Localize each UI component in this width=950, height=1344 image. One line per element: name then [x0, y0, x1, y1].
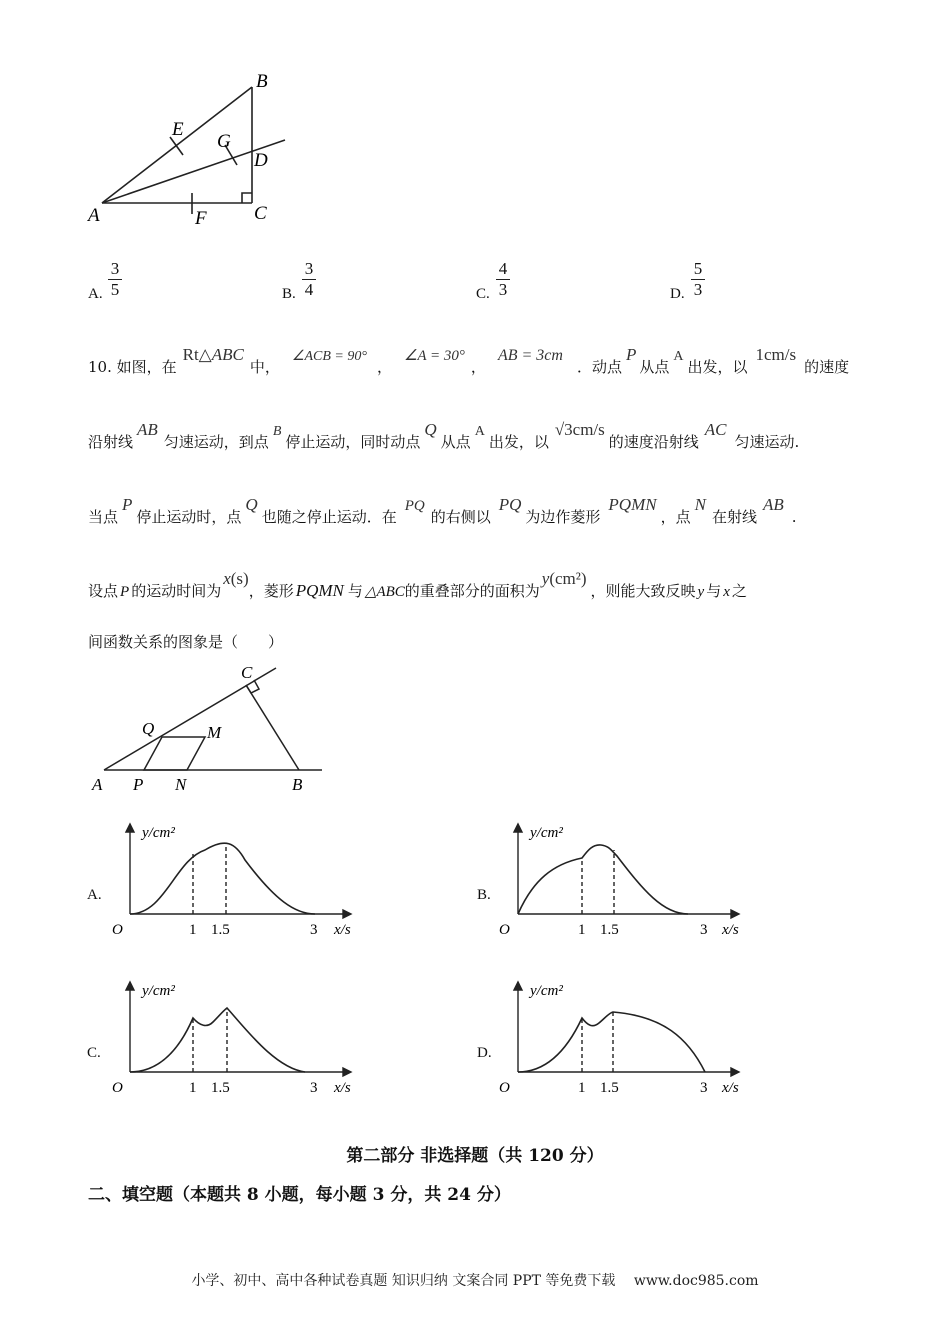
q10-option-a[interactable] [85, 820, 365, 945]
option-letter: D. [670, 286, 685, 302]
label-P: P [133, 775, 144, 794]
label-E: E [172, 119, 184, 140]
label-A: A [92, 775, 103, 794]
option-letter: B. [282, 286, 296, 302]
q10-option-d[interactable] [475, 978, 755, 1103]
option-letter: C. [476, 286, 490, 302]
label-C: C [241, 663, 253, 682]
q10-option-b[interactable] [475, 820, 755, 945]
fraction: 3 4 [300, 259, 318, 300]
tick-label: 1.5 [211, 922, 230, 938]
section2-title: 二、填空题（本题共 8 小题，每小题 3 分，共 24 分） [88, 1185, 511, 1205]
q10-line-4: 设点 P 的运动时间为x(s)，菱形 PQMN 与 △ABC的重叠部分的面积为y(cm²)，则能大致反映 y 与 x 之 [88, 569, 747, 600]
option-letter: A. [88, 286, 103, 302]
tick-label: 3 [700, 922, 708, 938]
x-axis-label: x/s [722, 1080, 739, 1096]
label-Q: Q [142, 719, 155, 738]
tick-label: 1 [189, 1080, 197, 1096]
label-B: B [256, 71, 268, 92]
q10-line-1: 10. 如图，在Rt△ABC中，∠ACB = 90°，∠A = 30°，AB = 3cm．动点P从点A出发，以1cm/s的速度 [88, 345, 850, 376]
label-F: F [195, 208, 207, 229]
fraction: 4 3 [494, 259, 512, 300]
graph-a [105, 820, 365, 945]
origin-label: O [499, 1080, 510, 1096]
label-M: M [207, 723, 222, 742]
x-axis-label: x/s [722, 922, 739, 938]
tick-label: 1 [189, 922, 197, 938]
option-letter: D. [477, 1045, 492, 1061]
x-axis-label: x/s [334, 1080, 351, 1096]
y-axis-label: y/cm² [142, 825, 175, 841]
tick-label: 3 [310, 922, 318, 938]
option-letter: B. [477, 887, 491, 903]
fraction: 5 3 [689, 259, 707, 300]
part2-title: 第二部分 非选择题（共 120 分） [346, 1146, 604, 1166]
tick-label: 1 [578, 922, 586, 938]
label-N: N [175, 775, 187, 794]
tick-label: 3 [310, 1080, 318, 1096]
q10-line-3: 当点P停止运动时，点Q也随之停止运动．在PQ的右侧以PQ为边作菱形PQMN，点N在射线AB. [88, 495, 797, 526]
y-axis-label: y/cm² [530, 825, 563, 841]
origin-label: O [112, 922, 123, 938]
x-axis-label: x/s [334, 922, 351, 938]
fraction: 3 5 [106, 259, 124, 300]
q9-figure [80, 65, 310, 235]
tick-label: 3 [700, 1080, 708, 1096]
y-axis-label: y/cm² [142, 983, 175, 999]
origin-label: O [112, 1080, 123, 1096]
label-A: A [88, 205, 100, 226]
y-axis-label: y/cm² [530, 983, 563, 999]
tick-label: 1.5 [600, 1080, 619, 1096]
label-C: C [254, 203, 267, 224]
tick-label: 1.5 [211, 1080, 230, 1096]
graph-c [105, 978, 365, 1103]
graph-b [493, 820, 753, 945]
label-G: G [217, 131, 231, 152]
tick-label: 1.5 [600, 922, 619, 938]
option-letter: C. [87, 1045, 101, 1061]
q10-option-c[interactable] [85, 978, 365, 1103]
label-B: B [292, 775, 303, 794]
option-letter: A. [87, 887, 102, 903]
q10-figure [80, 658, 340, 798]
tick-label: 1 [578, 1080, 586, 1096]
origin-label: O [499, 922, 510, 938]
q10-line-5: 间函数关系的图象是（ ） [88, 633, 284, 651]
q10-line-2: 沿射线AB匀速运动，到点B停止运动，同时动点Q从点A出发，以√3cm/s的速度沿射线AC匀速运动. [88, 420, 800, 451]
footer: 小学、初中、高中各种试卷真题 知识归纳 文案合同 PPT 等免费下载 www.doc985.com [191, 1273, 759, 1289]
graph-d [493, 978, 753, 1103]
label-D: D [254, 150, 268, 171]
